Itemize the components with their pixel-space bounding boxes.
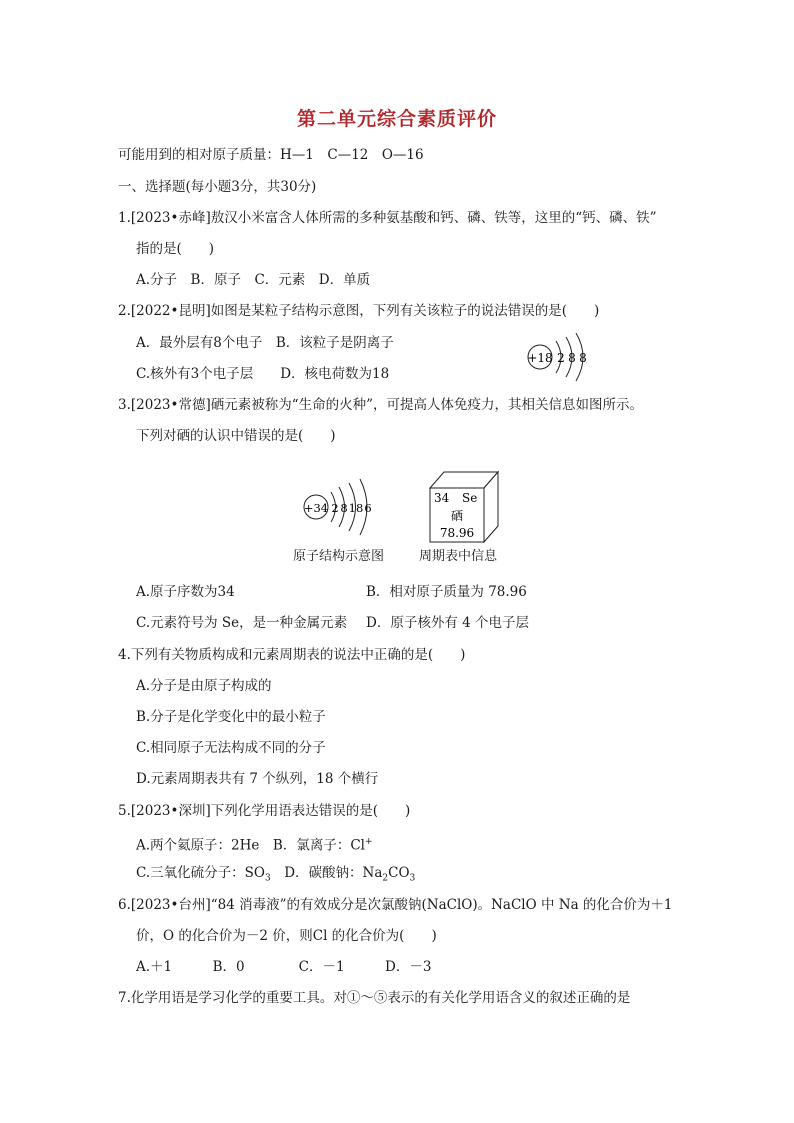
- q3-periodic-table-cell: [424, 470, 506, 548]
- q5-stem: 5.[2023•深圳]下列化学用语表达错误的是( ): [118, 803, 411, 819]
- q5-option-c: C.三氧化硫分子：SO: [136, 865, 265, 881]
- q3-caption-atom-diagram: 原子结构示意图: [293, 549, 385, 564]
- q2-atom-structure-diagram: [526, 328, 596, 386]
- q4-option-c: C.相同原子无法构成不同的分子: [136, 740, 326, 756]
- page-title: 第二单元综合素质评价: [296, 108, 497, 130]
- q4-stem: 4.下列有关物质构成和元素周期表的说法中正确的是( ): [118, 647, 466, 663]
- q3-shell-3-electrons: 18: [348, 501, 364, 515]
- q5-option-d: D．碳酸钠：Na: [284, 865, 383, 881]
- q3-atom-structure-diagram: [302, 474, 382, 536]
- q3-stem-line2: 下列对硒的认识中错误的是( ): [136, 428, 336, 444]
- q6-stem-line1: 6.[2023•台州]“84 消毒液”的有效成分是次氯酸钠(NaClO)。NaClO 中 Na 的化合价为＋1: [118, 897, 673, 913]
- q3-shell-4-electrons: 6: [364, 501, 372, 515]
- q3-nucleus-label: +34: [303, 501, 329, 515]
- q3-cell-mass: 78.96: [439, 526, 475, 540]
- q1-options: A.分子 B．原子 C．元素 D．单质: [136, 272, 371, 288]
- q3-option-b: B．相对原子质量为 78.96: [366, 584, 527, 600]
- q6-options: A.＋1 B．0 C．－1 D．－3: [136, 959, 432, 975]
- q3-caption-periodic-info: 周期表中信息: [419, 549, 498, 564]
- q6-stem-line2: 价，O 的化合价为－2 价，则Cl 的化合价为( ): [136, 928, 437, 944]
- q5-options-line2: [136, 864, 415, 888]
- q2-options-line2: C.核外有3个电子层 D．核电荷数为18: [136, 366, 390, 382]
- q4-option-a: A.分子是由原子构成的: [136, 678, 272, 694]
- q3-cell-symbol: Se: [462, 491, 478, 505]
- q2-shell-1-electrons: 2: [557, 351, 565, 365]
- q7-stem: 7.化学用语是学习化学的重要工具。对①～⑤表示的有关化学用语含义的叙述正确的是: [118, 990, 631, 1006]
- q4-option-b: B.分子是化学变化中的最小粒子: [136, 709, 326, 725]
- q3-option-a: A.原子序数为34: [136, 584, 235, 600]
- q5-option-c-subscript: 3: [264, 873, 271, 884]
- q2-shell-2-electrons: 8: [568, 351, 576, 365]
- q2-stem: 2.[2022•昆明]如图是某粒子结构示意图，下列有关该粒子的说法错误的是( ): [118, 303, 600, 319]
- q5-option-a: A.两个氦原子：2He: [136, 837, 260, 854]
- q4-option-d: D.元素周期表共有 7 个纵列，18 个横行: [136, 771, 379, 787]
- q5-option-d-subscript-1: 2: [382, 873, 389, 884]
- q5-option-d-mid: CO: [388, 865, 410, 881]
- atomic-masses: 可能用到的相对原子质量：H—1 C—12 O—16: [118, 147, 424, 163]
- q1-stem-line2: 指的是( ): [136, 241, 215, 257]
- q3-option-c: C.元素符号为 Se，是一种金属元素: [136, 615, 348, 631]
- q3-cell-name: 硒: [450, 509, 464, 523]
- q3-shell-2-electrons: 8: [340, 501, 348, 515]
- q5-option-d-subscript-2: 3: [409, 873, 416, 884]
- section-heading: 一、选择题(每小题3分，共30分): [118, 179, 317, 195]
- q3-cell-atomic-number: 34: [434, 491, 450, 505]
- q3-option-d: D．原子核外有 4 个电子层: [366, 615, 529, 631]
- q3-stem-line1: 3.[2023•常德]硒元素被称为“生命的火种”，可提高人体免疫力，其相关信息如图所示。: [118, 397, 644, 413]
- q5-option-b-charge: +: [364, 837, 373, 847]
- q2-nucleus-label: +18: [527, 351, 553, 365]
- q2-shell-3-electrons: 8: [579, 351, 587, 365]
- q5-options-line1: [136, 833, 373, 855]
- q5-option-b: B．氯离子：Cl: [272, 837, 365, 854]
- q2-options-line1: A．最外层有8个电子 B．该粒子是阴离子: [136, 335, 394, 351]
- q1-stem-line1: 1.[2023•赤峰]敖汉小米富含人体所需的多种氨基酸和钙、磷、铁等，这里的“钙、磷、铁”: [118, 210, 657, 226]
- q3-shell-1-electrons: 2: [331, 501, 339, 515]
